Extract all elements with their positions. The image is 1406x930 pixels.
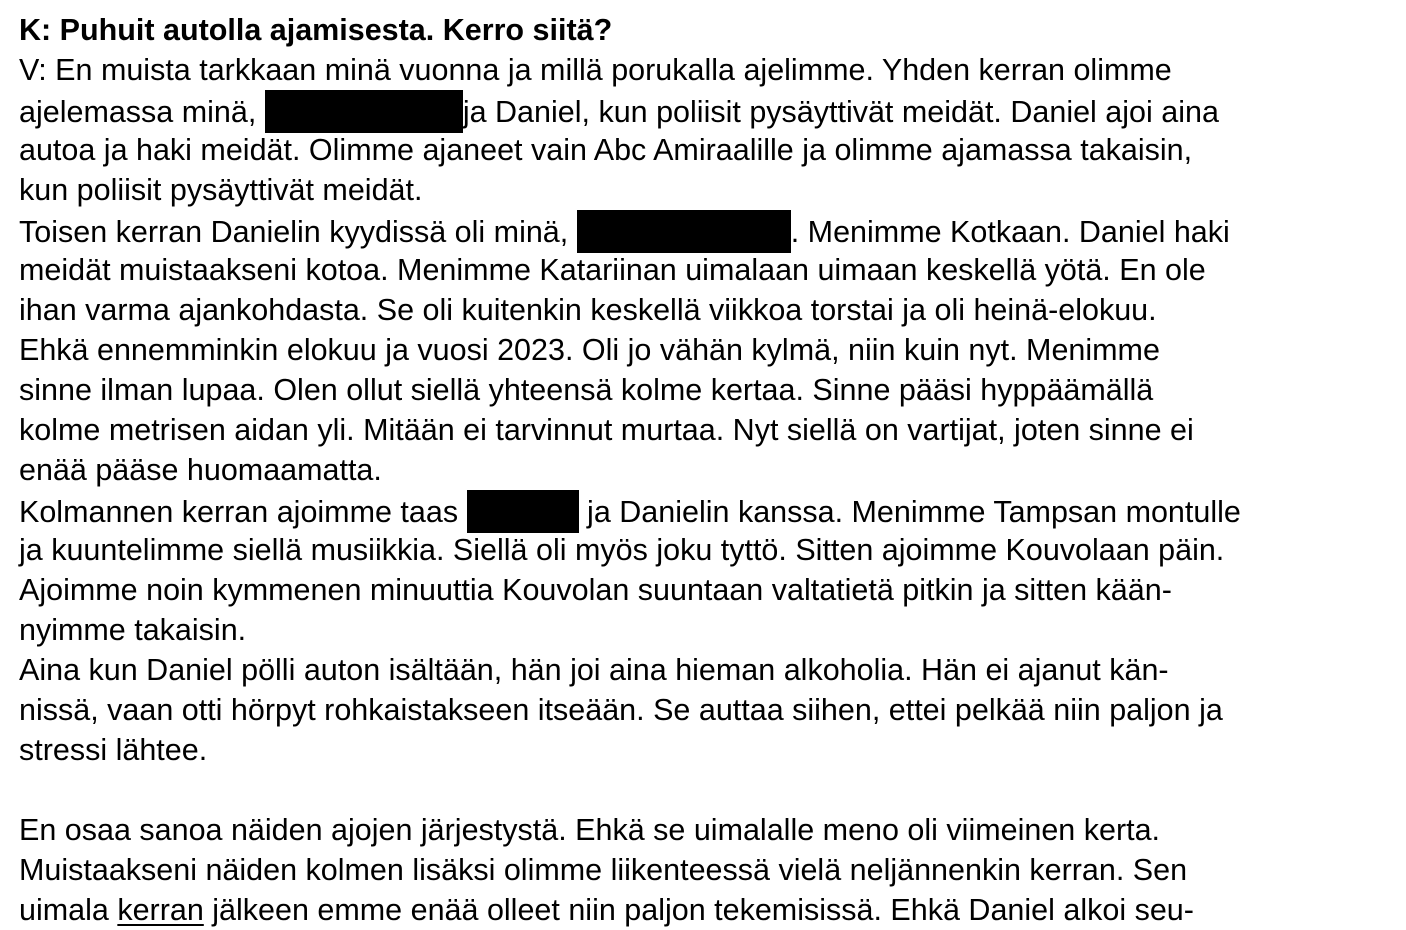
blank-line [19, 770, 1404, 810]
text-fragment: . Menimme Kotkaan. Daniel haki [790, 215, 1230, 249]
text-line: enää pääse huomaamatta. [19, 453, 382, 487]
underlined-word: kerran [117, 893, 204, 927]
text-line: Muistaakseni näiden kolmen lisäksi olimme liikenteessä vielä neljännenkin kerran. Sen [19, 853, 1188, 887]
text-fragment: Toisen kerran Danielin kyydissä oli minä, [19, 215, 569, 249]
text-fragment: ja Daniel, kun poliisit pysäyttivät meidät. Daniel ajoi aina [462, 95, 1219, 129]
text-line: Ehkä ennemminkin elokuu ja vuosi 2023. Oli jo vähän kylmä, niin kuin nyt. Menimme [19, 333, 1160, 367]
redaction-box [577, 210, 791, 253]
text-line [19, 90, 1404, 130]
text-line: ihan varma ajankohdasta. Se oli kuitenkin keskellä viikkoa torstai ja oli heinä-elokuu. [19, 293, 1157, 327]
text-fragment: ja Danielin kanssa. Menimme Tampsan montulle [587, 495, 1241, 529]
redaction-box [265, 90, 463, 133]
text-line: kolme metrisen aidan yli. Mitään ei tarvinnut murtaa. Nyt siellä on vartijat, joten sinne ei [19, 413, 1194, 447]
text-line: Aina kun Daniel pölli auton isältään, hän joi aina hieman alkoholia. Hän ei ajanut kän- [19, 653, 1169, 687]
text-line [19, 490, 1404, 530]
text-line: ja kuuntelimme siellä musiikkia. Siellä oli myös joku tyttö. Sitten ajoimme Kouvolaan päin. [19, 533, 1225, 567]
text-line: meidät muistaakseni kotoa. Menimme Katariinan uimalaan uimaan keskellä yötä. En ole [19, 253, 1206, 287]
text-line: sinne ilman lupaa. Olen ollut siellä yhteensä kolme kertaa. Sinne pääsi hyppäämällä [19, 373, 1154, 407]
text-line: stressi lähtee. [19, 733, 208, 767]
text-fragment: Kolmannen kerran ajoimme taas [19, 495, 459, 529]
text-line: nissä, vaan otti hörpyt rohkaistakseen itseään. Se auttaa siihen, ettei pelkää niin paljon ja [19, 693, 1223, 727]
text-line: nyimme takaisin. [19, 613, 247, 647]
document-page [19, 10, 1404, 930]
text-line [19, 210, 1404, 250]
text-fragment: uimala [19, 893, 109, 927]
text-line: Ajoimme noin kymmenen minuuttia Kouvolan suuntaan valtatietä pitkin ja sitten kään- [19, 573, 1172, 607]
text-fragment: jälkeen emme enää olleet niin paljon tekemisissä. Ehkä Daniel alkoi seu- [212, 893, 1194, 927]
text-fragment: ajelemassa minä, [19, 95, 257, 129]
text-line: autoa ja haki meidät. Olimme ajaneet vain Abc Amiraalille ja olimme ajamassa takaisin, [19, 133, 1193, 167]
question-heading: K: Puhuit autolla ajamisesta. Kerro siitä? [19, 13, 613, 47]
text-line [19, 890, 1404, 930]
text-line: En osaa sanoa näiden ajojen järjestystä. Ehkä se uimalalle meno oli viimeinen kerta. [19, 813, 1161, 847]
redaction-box [467, 490, 579, 533]
text-line: kun poliisit pysäyttivät meidät. [19, 173, 423, 207]
text-line: V: En muista tarkkaan minä vuonna ja millä porukalla ajelimme. Yhden kerran olimme [19, 53, 1172, 87]
